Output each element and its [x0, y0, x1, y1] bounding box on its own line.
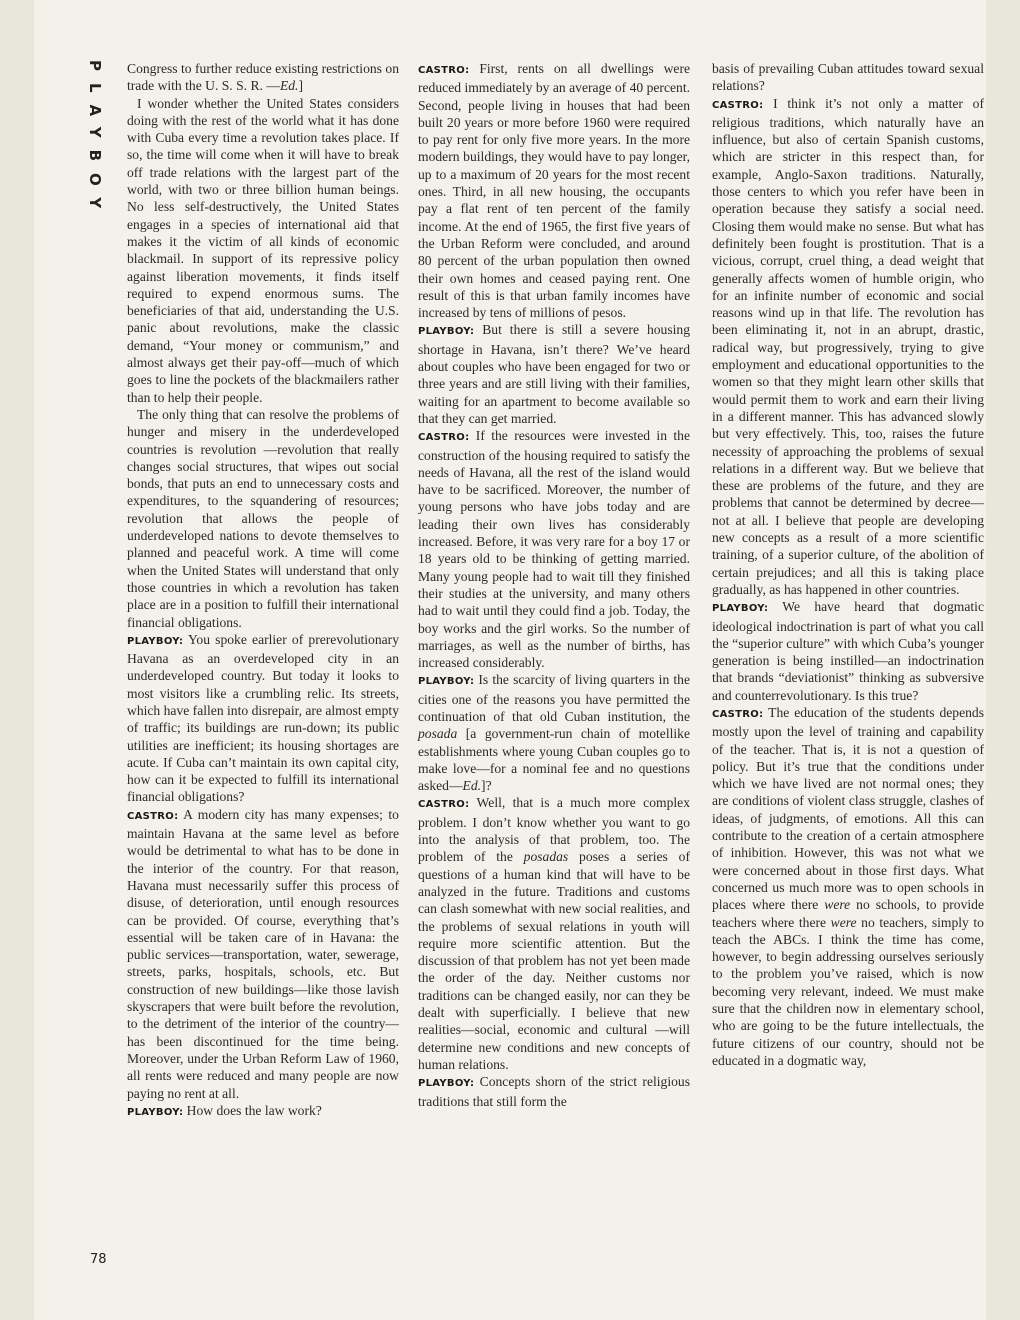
answer: CASTRO: I think it’s not only a matter of religious traditions, which naturally have an influence, but also of certain Spanish customs, which are stricter in this respect than, for example, Anglo-Saxon traditions. Naturally, those centers to which you refer have been in operation because they satisfy a social need. Closing them would make no sense. But what has definitely been fought is prostitution. That is a vicious, corrupt, cruel thing, a dead weight that generally affects women of humble origin, who for an infinite number of economic and social reasons wind up in that life. The revolution has been eliminating it, not in an abrupt, drastic, radical way, but progressively, trying to give employment and educational opportunities to the women so that they might learn other skills that would permit them to work and earn their living in a different manner. This has advanced slowly but very effectively. This, too, raises the future necessity of approaching the problems of sexual relations in a different way. But we believe that these are problems of the future, and they are problems that cannot be determined by decree—not at all. I believe that people are developing new concepts as a result of a more scientific training, of a superior culture, of the abolition of certain prejudices; and all this is taking place gradually, as has happened in other countries.: [712, 95, 984, 597]
speaker-label: PLAYBOY:: [712, 603, 769, 615]
answer: CASTRO: The education of the students depends mostly upon the level of training and capability of the teacher. That is, it is not a question of policy. But it’s true that the conditions under which we have lived are not normal ones; they are conditions of violent class struggle, clashes of ideas, of judgments, of emotions. All this can contribute to the creation of a certain atmosphere of inhibition. However, this was not what we were concerned about in those first days. What concerned us much more was to open schools in places where there were no schools, to provide teachers where there were no teachers, simply to teach the ABCs. I think the time has come, however, to begin addressing ourselves seriously to the problem you’ve raised, which is now becoming very relevant, indeed. We must make sure that the children now in elementary school, who are going to be the future intellectuals, the future citizens of our country, should not be educated in a dogmatic way,: [712, 704, 984, 1068]
page-number: 78: [90, 1252, 107, 1267]
answer: CASTRO: First, rents on all dwellings were reduced immediately by an average of 40 percent. Second, people living in houses that had been built 20 years or more before 1960 were required to pay rent for only five more years. In the more modern buildings, they would have to pay longer, up to a maximum of 20 years for the most recent ones. Third, in all new housing, the occupants pay a flat rent of ten percent of the family income. At the end of 1965, the first five years of the Urban Reform were concluded, and around 80 percent of the urban population then owned their own homes and ceased paying rent. One result of this is that urban family incomes have increased by tens of millions of pesos.: [418, 61, 690, 321]
speaker-label: CASTRO:: [418, 799, 470, 811]
magazine-page: [34, 0, 986, 1320]
question: PLAYBOY: We have heard that dogmatic ideological indoctrination is part of what you call the “superior culture” with which Cuba’s younger generation is being instilled—an indoctrination that brands “deviationist” thinking as subversive and counterrevolutionary. Is this true?: [712, 599, 984, 703]
question: PLAYBOY: Concepts shorn of the strict religious traditions that still form the: [418, 1074, 690, 1109]
paragraph: I wonder whether the United States considers doing with the rest of the world what it has done with Cuba every time a revolution takes place. If so, the time will come when it will have to break off trade relations with the largest part of the world, with two or three billion human beings. No less self-destructively, the United States engages in a species of international aid that makes it the victim of all kinds of economic blackmail. In support of its repressive policy against liberation movements, it finds itself required to expend enormous sums. The beneficiaries of that aid, understanding the U.S. panic about revolutions, make the classic demand, “Your money or communism,” and almost always get their pay-off—much of which goes to line the pockets of the blackmailers rather than to help their people.: [127, 95, 399, 405]
question: PLAYBOY: Is the scarcity of living quarters in the cities one of the reasons you have permitted the continuation of that old Cuban institution, the posada [a government-run chain of motellike establishments where young Cuban couples go to make love—for a nominal fee and no questions asked—Ed.]?: [418, 672, 690, 794]
paragraph: Congress to further reduce existing restrictions on trade with the U. S. S. R. —Ed.]: [127, 61, 399, 94]
speaker-label: CASTRO:: [418, 65, 470, 76]
text-column-1: [127, 60, 399, 1121]
magazine-title: PLAYBOY: [86, 60, 104, 221]
paragraph: The only thing that can resolve the problems of hunger and misery in the underdeveloped countries is revolution —revolution that really changes social structures, that wipes out social bonds, that puts an end to unnecessary costs and expenditures, to the squandering of resources; revolution that allows the people of underdeveloped nations to devote themselves to planned and peaceful work. A time will come when the United States will understand that only those countries in which a revolution has taken place are in a position to fulfill their international financial obligations.: [127, 406, 399, 630]
question: PLAYBOY: You spoke earlier of prerevolutionary Havana as an overdeveloped city in an underdeveloped country. But today it looks to most visitors like a crumbling relic. Its streets, which have fallen into disrepair, are almost empty of traffic; its buildings are run-down; its public utilities are inefficient; its housing shortages are acute. If Cuba can’t maintain its own capital city, how can it be expected to fulfill its international financial obligations?: [127, 631, 399, 805]
speaker-label: CASTRO:: [418, 432, 470, 444]
speaker-label: PLAYBOY:: [127, 635, 184, 647]
speaker-label: CASTRO:: [127, 810, 179, 822]
speaker-label: PLAYBOY:: [418, 1078, 475, 1090]
paragraph: basis of prevailing Cuban attitudes toward sexual relations?: [712, 61, 984, 94]
answer: CASTRO: A modern city has many expenses; to maintain Havana at the same level as before would be detrimental to what has to be done in the interior of the country. For that reason, Havana must necessarily suffer this process of disuse, of deterioration, until enough resources can be provided. Of course, everything that’s essential will be taken care of in Havana: the public services—transportation, water, sewerage, streets, parks, hospitals, schools, etc. But construction of new buildings—like those lavish skyscrapers that were built before the revolution, to the detriment of the interior of the country—has been discontinued for the time being. Moreover, under the Urban Reform Law of 1960, all rents were reduced and many people are now paying no rent at all.: [127, 806, 399, 1101]
speaker-label: PLAYBOY:: [127, 1106, 184, 1118]
text-column-3: [712, 60, 984, 1069]
speaker-label: CASTRO:: [712, 708, 764, 720]
speaker-label: PLAYBOY:: [418, 676, 475, 688]
question: PLAYBOY: How does the law work?: [127, 1102, 322, 1118]
text-column-2: [418, 60, 690, 1110]
answer: CASTRO: Well, that is a much more complex problem. I don’t know whether you want to go into the analysis of that problem, too. The problem of the posadas poses a series of questions of a human kind that will have to be analyzed in the future. Traditions and customs can clash somewhat with new social realities, and the problems of sexual relations in youth will require more scientific attention. But the discussion of that problem has not yet been made the order of the day. Neither customs nor traditions can be changed easily, nor can they be dealt with superficially. I believe that new realities—social, economic and cultural —will determine new conditions and new concepts of human relations.: [418, 795, 690, 1072]
question: PLAYBOY: But there is still a severe housing shortage in Havana, isn’t there? We’ve heard about couples who have been engaged for two or three years and are still living with their families, waiting for an apartment to become available so that they can get married.: [418, 322, 690, 426]
speaker-label: CASTRO:: [712, 99, 764, 111]
speaker-label: PLAYBOY:: [418, 326, 475, 338]
running-title: [78, 60, 110, 220]
answer: CASTRO: If the resources were invested in the construction of the housing required to satisfy the needs of Havana, all the rest of the island would have to be sacrificed. Moreover, the number of young persons who have jobs today and are leading their own lives has considerably increased. Before, it was very rare for a boy 17 or 18 years old to be thinking of getting married. Many young people had to wait till they finished their studies at the university, and many others had to wait until they could find a job. Today, the boy works and the girl works. So the number of marriages, as well as the number of births, has increased considerably.: [418, 428, 690, 671]
